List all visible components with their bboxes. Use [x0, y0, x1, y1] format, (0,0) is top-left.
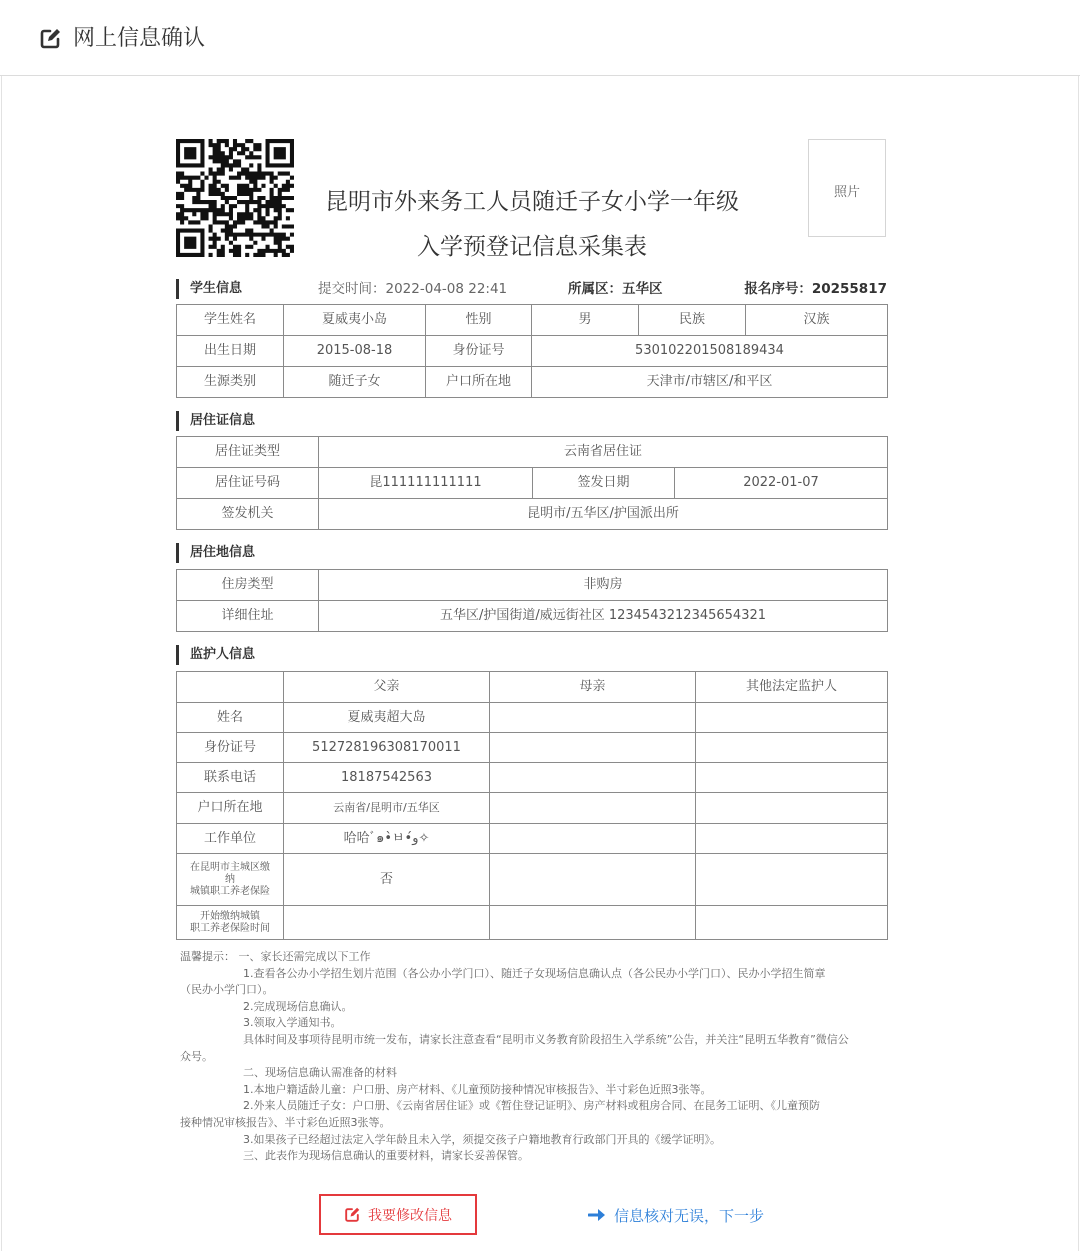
label-start-time: [177, 906, 284, 940]
qr-code: [176, 139, 294, 257]
tips-line: 3.领取入学通知书。: [243, 1016, 342, 1030]
dob: 2015-08-18: [284, 336, 426, 367]
source: 随迁子女: [284, 367, 426, 398]
father-phone: 18187542563: [284, 763, 490, 793]
other-id: [696, 733, 888, 763]
other-insurance: [696, 854, 888, 906]
form-title-line1: 昆明市外来务工人员随迁子女小学一年级: [325, 189, 739, 215]
student-table: [176, 304, 888, 398]
student-id: 530102201508189434: [532, 336, 888, 367]
other-hukou: [696, 793, 888, 824]
mother-phone: [490, 763, 696, 793]
label-guardian-hukou: 户口所在地: [177, 793, 284, 824]
gender: 男: [532, 305, 639, 336]
edit-info-button[interactable]: [319, 1194, 477, 1235]
issue-date: 2022-01-07: [675, 468, 888, 499]
edit-info-label: 我要修改信息: [368, 1207, 452, 1224]
father-name: 夏威夷超大岛: [284, 703, 490, 733]
other-work: [696, 824, 888, 854]
edit-icon: [39, 28, 61, 50]
label-start-line1: 开始缴纳城镇: [200, 910, 260, 922]
mother-work: [490, 824, 696, 854]
permit-type: 云南省居住证: [319, 437, 888, 468]
mother-id: [490, 733, 696, 763]
label-insurance-line2: 纳: [225, 873, 235, 885]
label-gender: 性别: [426, 305, 532, 336]
photo-placeholder: 照片: [808, 139, 886, 237]
mother-name: [490, 703, 696, 733]
next-step-button[interactable]: [588, 1200, 764, 1230]
label-insurance-line3: 城镇职工养老保险: [190, 885, 270, 897]
tips-line: 三、此表作为现场信息确认的重要材料，请家长妥善保管。: [243, 1149, 529, 1163]
submit-time: 提交时间：2022-04-08 22:41: [318, 281, 508, 297]
label-phone: 联系电话: [177, 763, 284, 793]
page-title: 网上信息确认: [73, 26, 206, 51]
label-guardian-id: 身份证号: [177, 733, 284, 763]
tips-block: [180, 949, 887, 1165]
label-address: 详细住址: [177, 601, 319, 632]
label-dob: 出生日期: [177, 336, 284, 367]
father-insurance: 否: [284, 854, 490, 906]
label-hukou: 户口所在地: [426, 367, 532, 398]
guardian-corner: [177, 672, 284, 703]
student-name: 夏威夷小岛: [284, 305, 426, 336]
mother-insurance: [490, 854, 696, 906]
father-work: 哈哈ﾞ๑•̀ㅂ•́و✧: [284, 824, 490, 854]
tips-line: 温馨提示： 一、家长还需完成以下工作: [180, 950, 371, 963]
other-name: [696, 703, 888, 733]
ethnicity: 汉族: [746, 305, 888, 336]
label-housing: 住房类型: [177, 570, 319, 601]
tips-line: （民办小学门口）。: [180, 983, 274, 997]
housing: 非购房: [319, 570, 888, 601]
tips-line: 1.本地户籍适龄儿童：户口册、房产材料、《儿童预防接种情况审核报告》、半寸彩色近照3张等。: [243, 1082, 712, 1096]
tips-line: 2.完成现场信息确认。: [243, 999, 353, 1013]
section-residence: 居住地信息: [176, 543, 255, 563]
top-bar: [0, 0, 1080, 76]
section-guardian: 监护人信息: [176, 645, 255, 665]
permit-number: 昆111111111111: [319, 468, 533, 499]
residence-table: [176, 569, 888, 632]
tips-line: 具体时间及事项待昆明市统一发布，请家长注意查看“昆明市义务教育阶段招生入学系统”公告，并关注“昆明五华教育”微信公: [243, 1032, 849, 1046]
arrow-right-icon: [588, 1208, 606, 1222]
label-authority: 签发机关: [177, 499, 319, 530]
tips-line: 3.如果孩子已经超过法定入学年龄且未入学，须提交孩子户籍地教育行政部门开具的《缓学证明》。: [243, 1132, 721, 1146]
student-hukou: 天津市/市辖区/和平区: [532, 367, 888, 398]
col-other: 其他法定监护人: [696, 672, 888, 703]
father-hukou: 云南省/昆明市/五华区: [284, 793, 490, 824]
serial-number: 报名序号：20255817: [744, 281, 887, 297]
tips-line: 二、现场信息确认需准备的材料: [243, 1066, 397, 1080]
label-issue-date: 签发日期: [533, 468, 675, 499]
col-mother: 母亲: [490, 672, 696, 703]
address: 五华区/护国街道/威远街社区 1234543212345654321: [319, 601, 888, 632]
form-title-line2: 入学预登记信息采集表: [417, 234, 647, 260]
mother-hukou: [490, 793, 696, 824]
father-id: 512728196308170011: [284, 733, 490, 763]
edit-icon: [344, 1207, 360, 1223]
tips-line: 1.查看各公办小学招生划片范围（各公办小学门口）、随迁子女现场信息确认点（各公民办小学门口）、民办小学招生简章: [243, 966, 826, 980]
label-insurance: [177, 854, 284, 906]
label-guardian-name: 姓名: [177, 703, 284, 733]
label-id: 身份证号: [426, 336, 532, 367]
label-insurance-line1: 在昆明市主城区缴: [190, 861, 270, 873]
guardian-table: [176, 671, 888, 940]
col-father: 父亲: [284, 672, 490, 703]
other-phone: [696, 763, 888, 793]
section-student: 学生信息: [176, 279, 242, 299]
district: 所属区：五华区: [568, 281, 663, 297]
next-step-label: 信息核对无误，下一步: [614, 1206, 765, 1225]
label-permit-type: 居住证类型: [177, 437, 319, 468]
section-permit: 居住证信息: [176, 411, 255, 431]
tips-line: 接种情况审核报告》、半寸彩色近照3张等。: [180, 1115, 391, 1129]
authority: 昆明市/五华区/护国派出所: [319, 499, 888, 530]
permit-table: [176, 436, 888, 530]
label-student-name: 学生姓名: [177, 305, 284, 336]
label-ethnicity: 民族: [639, 305, 746, 336]
father-start-time: [284, 906, 490, 940]
tips-line: 2.外来人员随迁子女：户口册、《云南省居住证》或《暂住登记证明》、房产材料或租房合同、在昆务工证明、《儿童预防: [243, 1099, 820, 1113]
mother-start-time: [490, 906, 696, 940]
label-source: 生源类别: [177, 367, 284, 398]
label-start-line2: 职工养老保险时间: [190, 922, 270, 934]
tips-line: 众号。: [180, 1049, 213, 1063]
label-work: 工作单位: [177, 824, 284, 854]
other-start-time: [696, 906, 888, 940]
label-permit-number: 居住证号码: [177, 468, 319, 499]
